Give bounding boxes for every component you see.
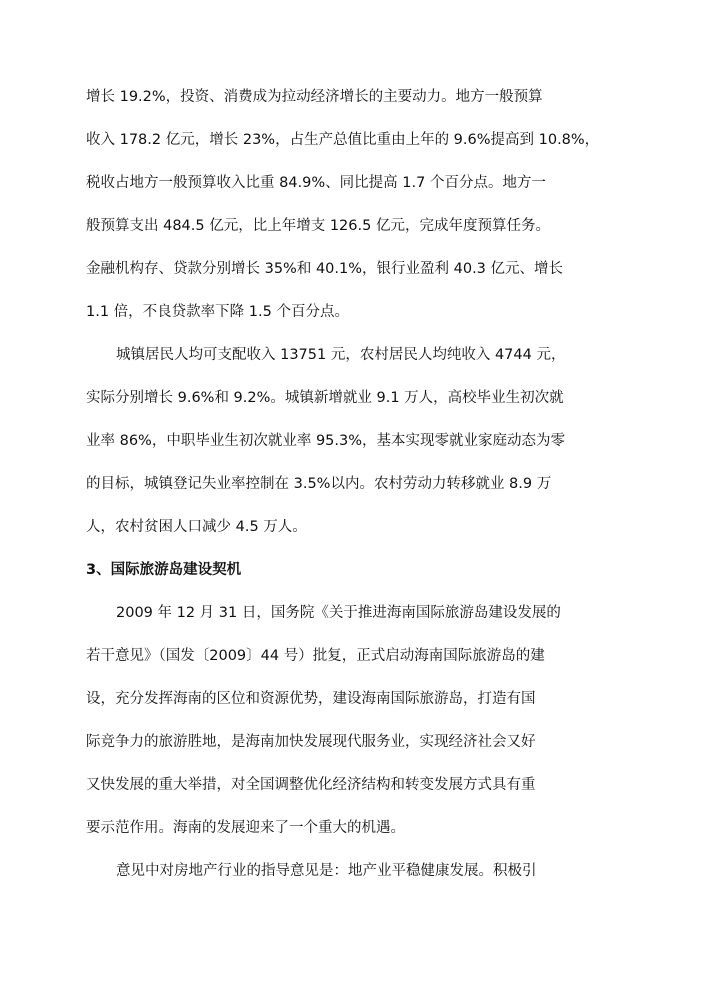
text-line: 的目标，城镇登记失业率控制在 3.5%以内。农村劳动力转移就业 8.9 万 bbox=[86, 476, 552, 492]
paragraph-first-line: 城镇居民人均可支配收入 13751 元，农村居民人均纯收入 4744 元， bbox=[116, 347, 566, 363]
text-line: 人，农村贫困人口减少 4.5 万人。 bbox=[86, 519, 307, 535]
text-line: 要示范作用。海南的发展迎来了一个重大的机遇。 bbox=[86, 820, 405, 836]
text-line: 增长 19.2%，投资、消费成为拉动经济增长的主要动力。地方一般预算 bbox=[86, 89, 543, 105]
paragraph-first-line: 意见中对房地产行业的指导意见是：地产业平稳健康发展。积极引 bbox=[116, 863, 537, 879]
paragraph-first-line: 2009 年 12 月 31 日，国务院《关于推进海南国际旅游岛建设发展的 bbox=[116, 605, 561, 621]
text-line: 税收占地方一般预算收入比重 84.9%、同比提高 1.7 个百分点。地方一 bbox=[86, 175, 546, 191]
text-line: 实际分别增长 9.6%和 9.2%。城镇新增就业 9.1 万人，高校毕业生初次就 bbox=[86, 390, 564, 406]
text-line: 若干意见》（国发〔2009〕44 号）批复，正式启动海南国际旅游岛的建 bbox=[86, 648, 545, 664]
text-line: 又快发展的重大举措，对全国调整优化经济结构和转变发展方式具有重 bbox=[86, 777, 536, 793]
section-heading: 3、国际旅游岛建设契机 bbox=[86, 562, 242, 578]
text-line: 业率 86%，中职毕业生初次就业率 95.3%，基本实现零就业家庭动态为零 bbox=[86, 433, 566, 449]
text-line: 般预算支出 484.5 亿元，比上年增支 126.5 亿元，完成年度预算任务。 bbox=[86, 218, 550, 234]
text-line: 设，充分发挥海南的区位和资源优势，建设海南国际旅游岛，打造有国 bbox=[86, 691, 536, 707]
text-line: 际竞争力的旅游胜地，是海南加快发展现代服务业，实现经济社会又好 bbox=[86, 734, 536, 750]
text-line: 1.1 倍，不良贷款率下降 1.5 个百分点。 bbox=[86, 304, 349, 320]
text-line: 收入 178.2 亿元，增长 23%，占生产总值比重由上年的 9.6%提高到 10.8%， bbox=[86, 132, 600, 148]
text-line: 金融机构存、贷款分别增长 35%和 40.1%，银行业盈利 40.3 亿元、增长 bbox=[86, 261, 564, 277]
